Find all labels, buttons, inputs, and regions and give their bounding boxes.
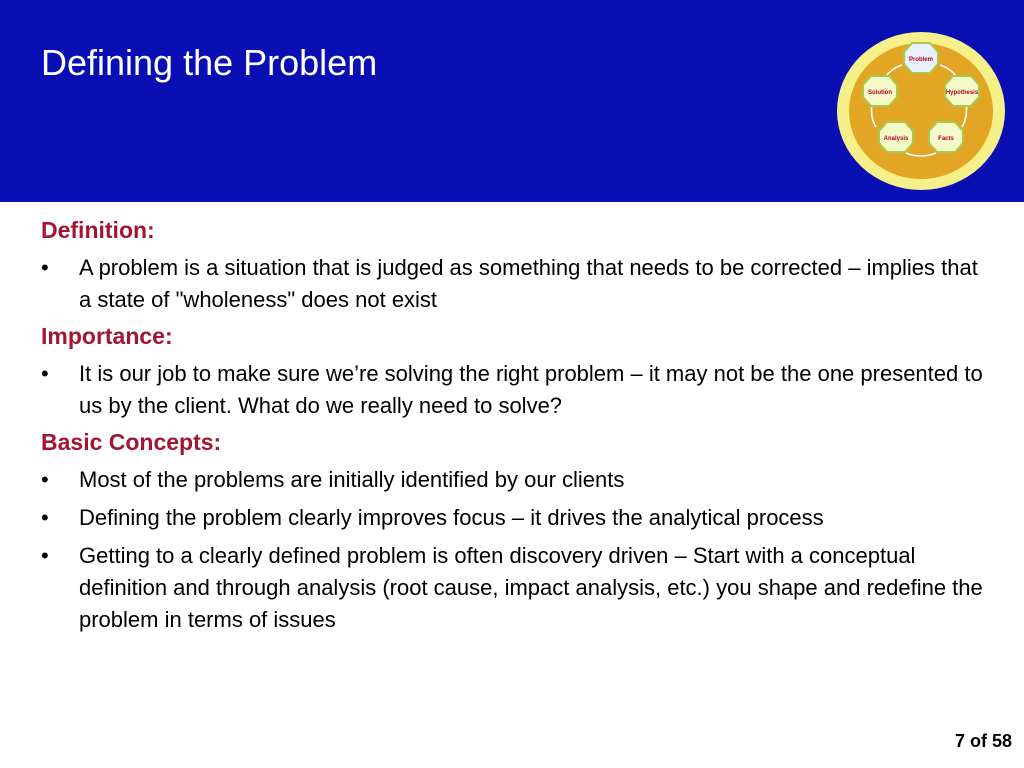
section-heading-importance: Importance:: [41, 323, 173, 349]
svg-text:Problem: Problem: [908, 57, 934, 63]
bullet-item: [41, 464, 991, 496]
title-bar: [0, 0, 1024, 202]
bullet-item: [41, 502, 991, 534]
svg-text:Solution: Solution: [868, 90, 892, 96]
bullet-item: [41, 540, 991, 636]
bullet-text: It is our job to make sure we’re solving the right problem – it may not be the one presented to us by the client. What do we really need to solve?: [79, 361, 983, 418]
section-heading-basic-concepts: Basic Concepts:: [41, 429, 222, 455]
bullet-dot-icon: •: [41, 543, 49, 568]
bullet-dot-icon: •: [41, 467, 49, 492]
cycle-node-hypothesis: [945, 76, 979, 106]
svg-text:Facts: Facts: [938, 136, 954, 142]
bullet-text: Most of the problems are initially identified by our clients: [79, 467, 625, 492]
section-heading-definition: Definition:: [41, 217, 155, 243]
slide-title: Defining the Problem: [41, 42, 378, 83]
cycle-node-facts: [929, 122, 963, 152]
bullet-item: [41, 252, 991, 316]
svg-text:Analysis: Analysis: [883, 136, 909, 142]
slide-body: [41, 216, 991, 642]
bullet-text: Defining the problem clearly improves focus – it drives the analytical process: [79, 505, 824, 530]
bullet-dot-icon: •: [41, 505, 49, 530]
problem-solving-cycle-logo: [836, 31, 1006, 191]
cycle-node-problem: [904, 43, 938, 73]
bullet-text: A problem is a situation that is judged as something that needs to be corrected – implies that a state of "wholeness" does not exist: [79, 255, 978, 312]
bullet-dot-icon: •: [41, 255, 49, 280]
page-number: 7 of 58: [954, 731, 1012, 751]
svg-text:Hypothesis: Hypothesis: [945, 90, 979, 96]
cycle-node-solution: [863, 76, 897, 106]
bullet-text: Getting to a clearly defined problem is often discovery driven – Start with a conceptual definition and through analysis (root cause, impact analysis, etc.) you shape and redefine the problem in terms of issues: [79, 543, 983, 632]
bullet-dot-icon: •: [41, 361, 49, 386]
bullet-item: [41, 358, 991, 422]
cycle-node-analysis: [879, 122, 913, 152]
